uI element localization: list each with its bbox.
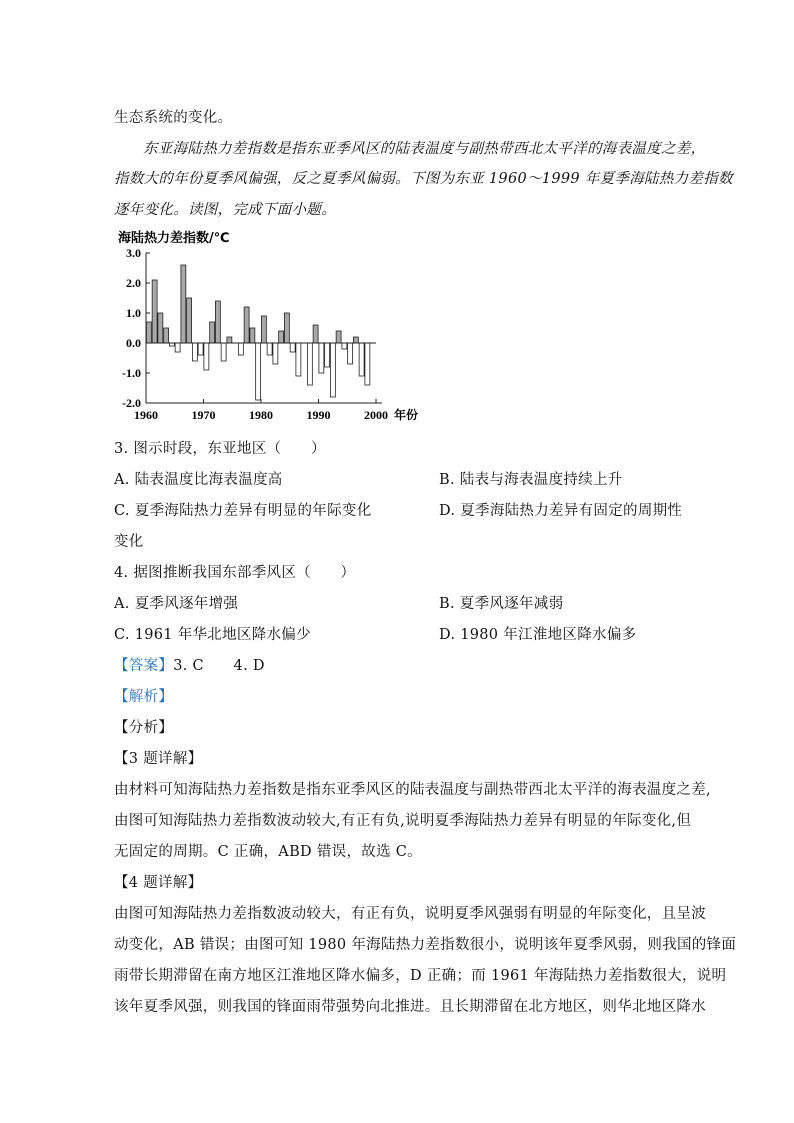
bar-1984 [284, 313, 289, 343]
bar-1989 [313, 325, 318, 343]
bar-1994 [342, 343, 347, 349]
bar-1968 [192, 343, 197, 361]
x-tick-label: 1990 [306, 408, 331, 422]
q4-option-c[interactable]: C. 1961 年华北地区降水偏少 [114, 627, 311, 643]
bar-1997 [359, 343, 364, 376]
bar-1977 [244, 307, 249, 343]
bar-1982 [273, 343, 278, 364]
y-tick-label: 3.0 [126, 246, 141, 260]
q4-detail-line-2: 动变化，AB 错误；由图可知 1980 年海陆热力差指数很小，说明该年夏季风弱，则我国的锋面 [114, 937, 737, 953]
bar-1979 [256, 343, 261, 400]
bar-1974 [227, 337, 232, 343]
bar-1967 [187, 298, 192, 343]
q4-detail-label: 【4 题详解】 [114, 875, 203, 891]
q3-stem: 3. 图示时段，东亚地区（ ） [114, 441, 326, 457]
bar-1971 [210, 322, 215, 343]
x-tick-label: 1980 [249, 408, 273, 422]
bar-1965 [175, 343, 180, 352]
fenxi-label: 【分析】 [114, 720, 174, 736]
y-tick-label: 1.0 [126, 306, 141, 320]
bar-1996 [353, 337, 358, 343]
chart-xlabel: 年份 [394, 408, 419, 422]
bar-1998 [365, 343, 370, 385]
bar-1960 [146, 322, 151, 343]
q4-detail-line-3: 雨带长期滞留在南方地区江淮地区降水偏多，D 正确；而 1961 年海陆热力差指数很大，说明 [114, 968, 727, 984]
bar-1992 [330, 343, 335, 397]
bar-1986 [296, 343, 301, 376]
bar-1976 [238, 343, 243, 355]
q3-option-d-cont: 变化 [114, 534, 144, 550]
q4-option-b[interactable]: B. 夏季风逐年减弱 [439, 596, 564, 612]
bar-1983 [279, 331, 284, 343]
bar-1995 [348, 343, 353, 364]
analysis-label: 【解析】 [114, 689, 174, 705]
q3-option-b[interactable]: B. 陆表与海表温度持续上升 [439, 472, 623, 488]
bar-1969 [198, 343, 203, 355]
q3-option-d[interactable]: D. 夏季海陆热力差异有固定的周期性 [439, 503, 683, 519]
bar-1981 [267, 343, 272, 355]
material-line-1: 东亚海陆热力差指数是指东亚季风区的陆表温度与副热带西北太平洋的海表温度之差， [143, 141, 706, 157]
material-line-2: 指数大的年份夏季风偏强，反之夏季风偏弱。下图为东亚 1960～1999 年夏季海陆热力差指数 [114, 171, 733, 187]
y-tick-label: 2.0 [126, 276, 141, 290]
bar-1972 [215, 301, 220, 343]
bar-1991 [325, 343, 330, 367]
q3-detail-line-3: 无固定的周期。C 正确，ABD 错误，故选 C。 [114, 844, 422, 860]
y-tick-label: 0.0 [126, 336, 141, 350]
q4-detail-line-1: 由图可知海陆热力差指数波动较大，有正有负，说明夏季风强弱有明显的年际变化，且呈波 [114, 906, 706, 922]
intro-line: 生态系统的变化。 [114, 110, 233, 126]
y-tick-label: -1.0 [122, 366, 141, 380]
x-tick-label: 1970 [191, 408, 216, 422]
q3-detail-line-1: 由材料可知海陆热力差指数是指东亚季风区的陆表温度与副热带西北太平洋的海表温度之差, [114, 782, 711, 798]
bar-1980 [261, 316, 266, 343]
bar-1973 [221, 343, 226, 361]
answer-row [114, 654, 265, 675]
bar-1988 [307, 343, 312, 385]
q4-option-d[interactable]: D. 1980 年江淮地区降水偏多 [439, 627, 637, 643]
y-tick-label: -2.0 [122, 396, 141, 410]
q3-detail-label: 【3 题详解】 [114, 751, 203, 767]
q4-stem: 4. 据图推断我国东部季风区（ ） [114, 565, 356, 581]
heat-index-bar-chart [112, 226, 419, 422]
bar-1993 [336, 331, 341, 343]
q3-option-c[interactable]: C. 夏季海陆热力差异有明显的年际变化 [114, 503, 372, 519]
bar-1962 [158, 313, 163, 343]
bar-1963 [164, 328, 169, 343]
bar-1990 [319, 343, 324, 373]
bar-1961 [152, 280, 157, 343]
answer-label: 【答案】 [114, 658, 174, 674]
bar-1978 [250, 328, 255, 343]
q4-option-a[interactable]: A. 夏季风逐年增强 [114, 596, 239, 612]
x-tick-label: 2000 [364, 408, 388, 422]
answer-text: 3. C 4. D [173, 658, 265, 674]
q3-detail-line-2: 由图可知海陆热力差指数波动较大,有正有负,说明夏季海陆热力差异有明显的年际变化,但 [114, 813, 692, 829]
q4-detail-line-4: 该年夏季风强，则我国的锋面雨带强势向北推进。且长期滞留在北方地区，则华北地区降水 [114, 999, 706, 1015]
bar-1966 [181, 265, 186, 343]
material-line-3: 逐年变化。读图，完成下面小题。 [114, 202, 336, 218]
bar-1970 [204, 343, 209, 370]
chart-ylabel: 海陆热力差指数/℃ [118, 231, 230, 246]
q3-option-a[interactable]: A. 陆表温度比海表温度高 [114, 472, 283, 488]
x-tick-label: 1960 [134, 408, 158, 422]
bar-1985 [290, 343, 295, 352]
